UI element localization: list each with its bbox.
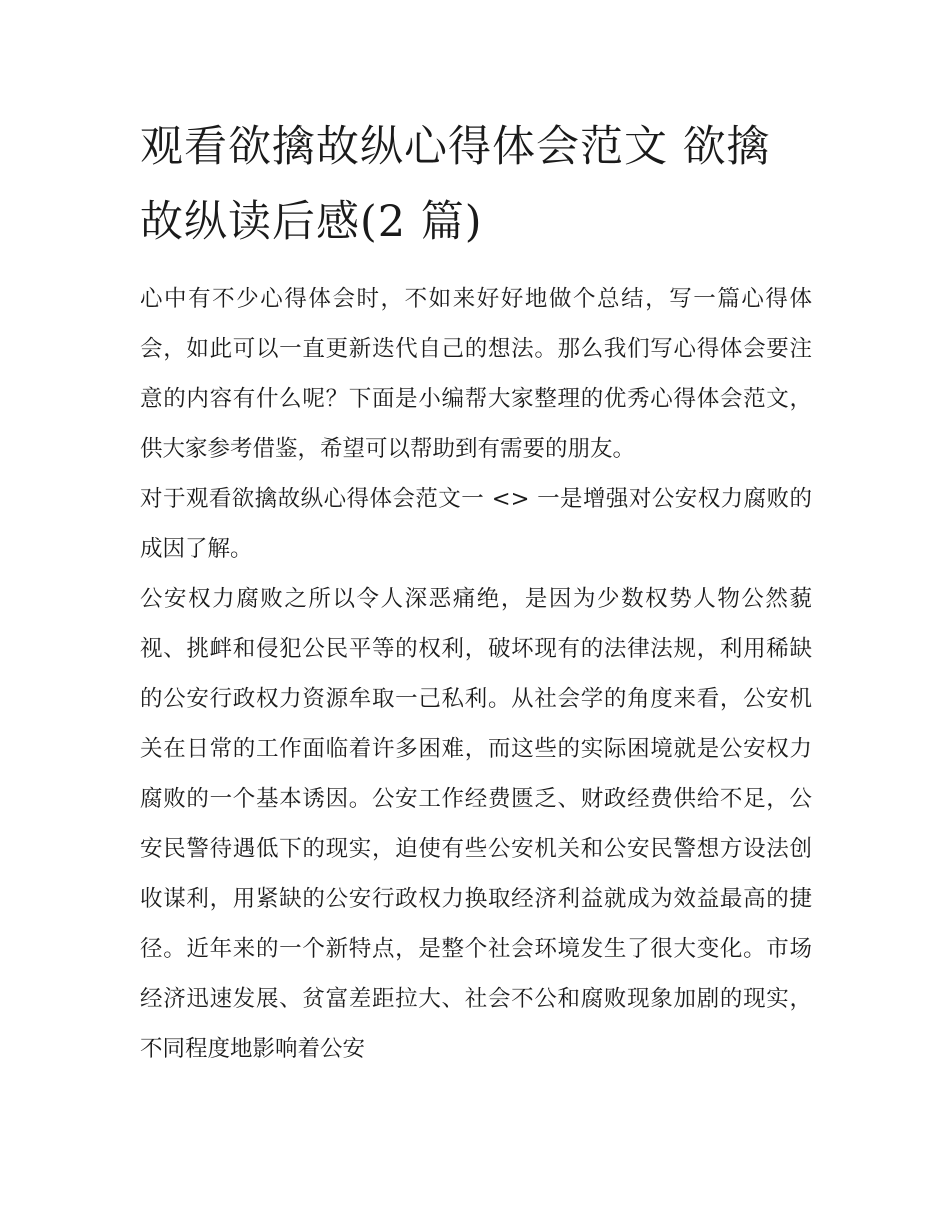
paragraph-body: 公安权力腐败之所以令人深恶痛绝，是因为少数权势人物公然藐视、挑衅和侵犯公民平等的权利，破坏现有的法律法规，利用稀缺的公安行政权力资源牟取一己私利。从社会学的角度来看，公安机关在日常的工作面临着许多困难，而这些的实际困境就是公安权力腐败的一个基本诱因。公安工作经费匮乏、财政经费供给不足，公安民警待遇低下的现实，迫使有些公安机关和公安民警想方设法创收谋利，用紧缺的公安行政权力换取经济利益就成为效益最高的捷径。近年来的一个新特点，是整个社会环境发生了很大变化。市场经济迅速发展、贫富差距拉大、社会不公和腐败现象加剧的现实，不同程度地影响着公安 [140, 586, 812, 1062]
document-content [140, 110, 812, 1074]
document-title: 观看欲擒故纵心得体会范文 欲擒故纵读后感(2 篇) [140, 122, 771, 247]
paragraph-section-one: 对于观看欲擒故纵心得体会范文一 <> 一是增强对公安权力腐败的成因了解。 [140, 486, 812, 562]
paragraph-intro: 心中有不少心得体会时，不如来好好地做个总结，写一篇心得体会，如此可以一直更新迭代自己的想法。那么我们写心得体会要注意的内容有什么呢？下面是小编帮大家整理的优秀心得体会范文，供大家参考借鉴，希望可以帮助到有需要的朋友。 [140, 286, 812, 462]
